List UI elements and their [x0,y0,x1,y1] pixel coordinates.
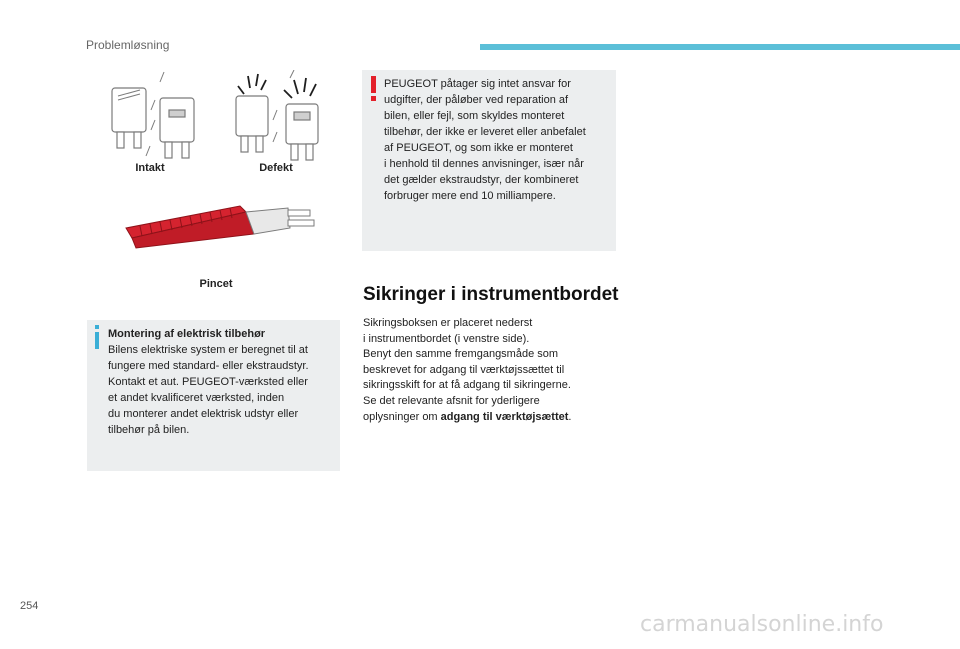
warning-line: forbruger mere end 10 milliampere. [384,190,556,202]
warning-line: tilbehør, der ikke er leveret eller anbefalet [384,126,586,138]
watermark: carmanualsonline.info [640,612,884,637]
warning-line: i henhold til dennes anvisninger, især når [384,158,584,170]
body-line: Sikringsboksen er placeret nederst [363,317,533,329]
warning-line: det gælder ekstraudstyr, der kombineret [384,174,579,186]
body-last-suffix: . [568,410,572,423]
section-heading: Sikringer i instrumentbordet [363,284,619,305]
body-last-prefix: oplysninger om [363,410,441,423]
body-line: i instrumentbordet (i venstre side). [363,332,530,345]
header-rule [480,44,960,50]
warning-line: bilen, eller fejl, som skyldes monteret [384,110,565,122]
section-body [363,316,613,425]
pincet-label: Pincet [199,278,233,290]
intact-label: Intakt [135,162,165,174]
page-number: 254 [20,600,39,612]
warning-line: udgifter, der påløber ved reparation af [384,94,569,106]
info-icon [90,325,104,349]
body-line: Benyt den samme fremgangsmåde som [363,348,559,361]
body-line: sikringsskift for at få adgang til sikringerne. [363,379,571,392]
info-line: tilbehør på bilen. [108,424,190,436]
warning-box-text [384,76,614,204]
info-line: fungere med standard- eller ekstraudstyr. [108,360,309,372]
info-line: Kontakt et aut. PEUGEOT-værksted eller [108,376,308,388]
warning-icon [368,76,380,102]
fuse-puller-illustration [120,198,320,254]
info-box-text [108,326,336,438]
info-box-title: Montering af elektrisk tilbehør [108,328,266,340]
intact-fuse-illustration [104,70,200,160]
section-label: Problemløsning [86,38,170,52]
body-line: beskrevet for adgang til værktøjssættet til [363,363,565,376]
info-line: Bilens elektriske system er beregnet til at [108,344,308,356]
defect-fuse-illustration [228,70,324,162]
tool-kit-reference: adgang til værktøjsættet [440,410,569,423]
warning-line: PEUGEOT påtager sig intet ansvar for [384,78,571,90]
info-line: du monterer andet elektrisk udstyr eller [108,408,299,420]
info-line: et andet kvalificeret værksted, inden [108,392,285,404]
defect-label: Defekt [259,162,293,174]
warning-line: af PEUGEOT, og som ikke er monteret [384,142,573,154]
body-line-last [363,410,613,426]
body-line: Se det relevante afsnit for yderligere [363,394,540,407]
